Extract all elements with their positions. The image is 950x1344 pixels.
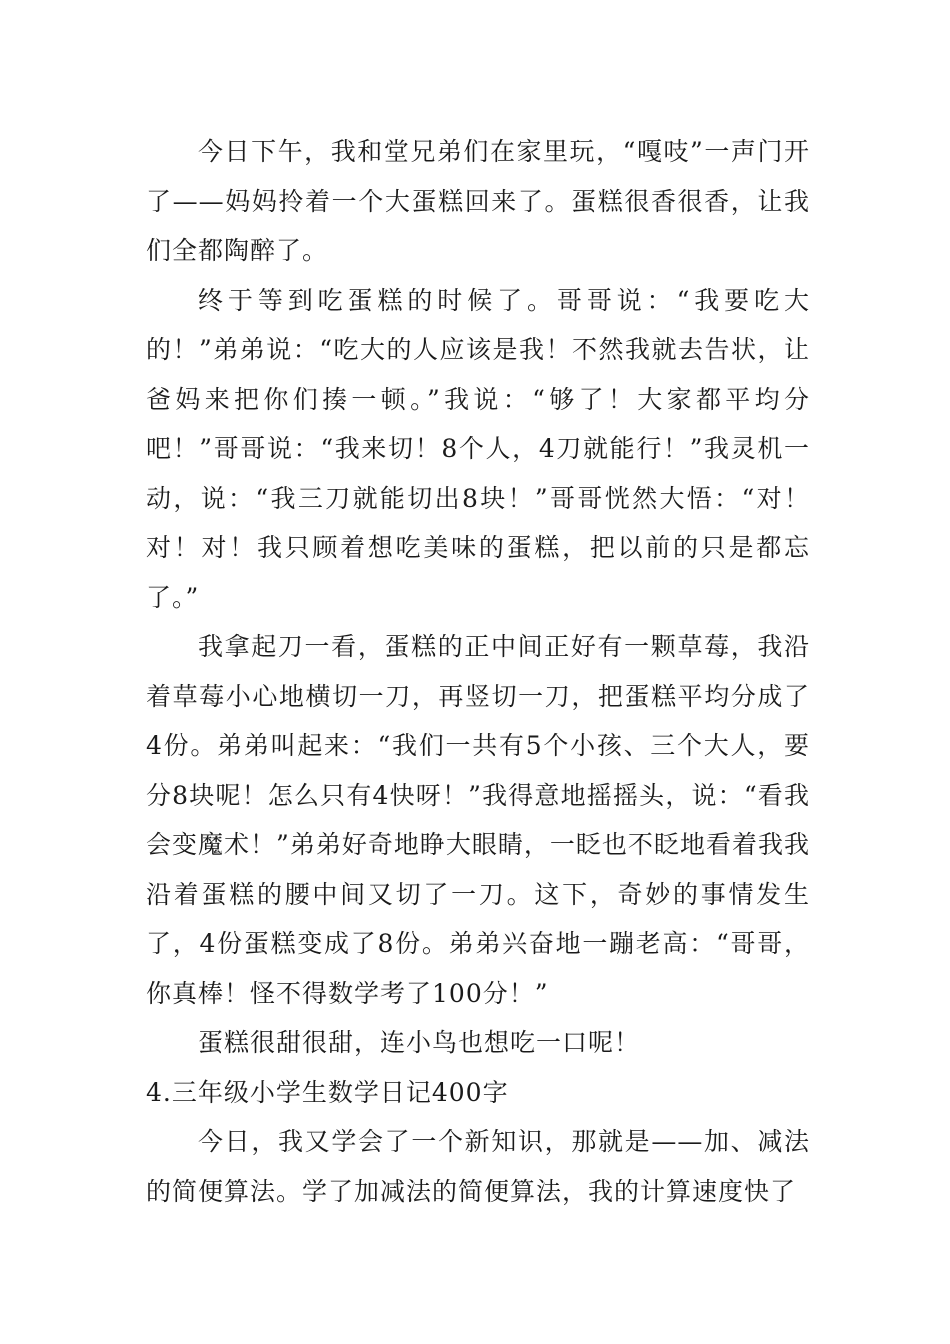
- section-heading: 4.三年级小学生数学日记400字: [146, 1077, 509, 1107]
- paragraph-3: 我拿起刀一看，蛋糕的正中间正好有一颗草莓，我沿着草莓小心地横切一刀，再竖切一刀，把蛋糕平均分成了4份。弟弟叫起来：“我们一共有5个小孩、三个大人，要分8块呢！怎么只有4快呀！”我得意地摇摇头，说：“看我会变魔术！”弟弟好奇地睁大眼睛，一眨也不眨地看着我我沿着蛋糕的腰中间又切了一刀。这下，奇妙的事情发生了，4份蛋糕变成了8份。弟弟兴奋地一蹦老高：“哥哥，你真棒！怪不得数学考了100分！”: [146, 632, 810, 1008]
- paragraph-2: 终于等到吃蛋糕的时候了。哥哥说：“我要吃大的！”弟弟说：“吃大的人应该是我！不然我就去告状，让爸妈来把你们揍一顿。”我说：“够了！大家都平均分吧！”哥哥说：“我来切！8个人，4刀就能行！”我灵机一动，说：“我三刀就能切出8块！”哥哥恍然大悟：“对！对！对！我只顾着想吃美味的蛋糕，把以前的只是都忘了。”: [146, 285, 810, 612]
- document-body: [146, 127, 810, 1216]
- paragraph-4: 蛋糕很甜很甜，连小鸟也想吃一口呢！: [198, 1028, 641, 1057]
- paragraph-1: 今日下午，我和堂兄弟们在家里玩，“嘎吱”一声门开了——妈妈拎着一个大蛋糕回来了。蛋糕很香很香，让我们全都陶醉了。: [146, 137, 810, 265]
- paragraph-5: 今日，我又学会了一个新知识，那就是——加、减法的简便算法。学了加减法的简便算法，我的计算速度快了: [146, 1127, 810, 1206]
